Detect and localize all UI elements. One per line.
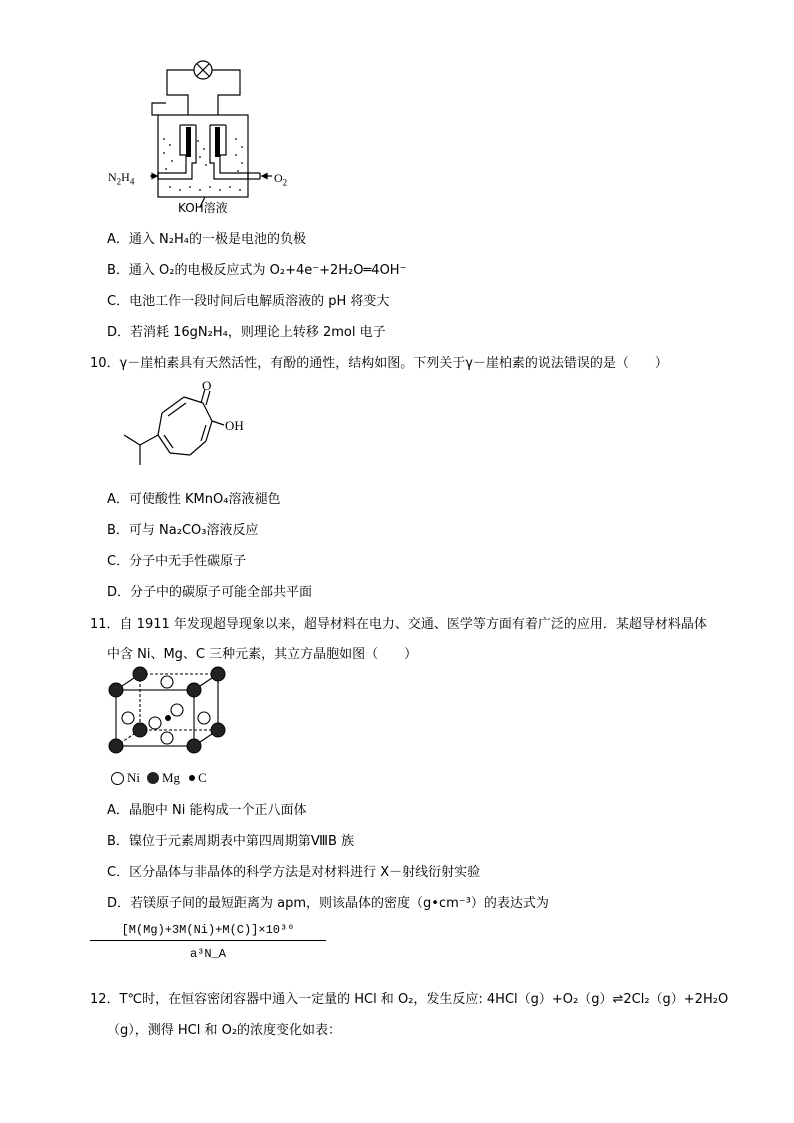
q10-option-a: A．可使酸性 KMnO₄溶液褪色 <box>107 492 281 507</box>
q10-option-c: C．分子中无手性碳原子 <box>107 554 247 569</box>
q9-option-b: B．通入 O₂的电极反应式为 O₂+4e⁻+2H₂O═4OH⁻ <box>107 263 407 278</box>
c-atom <box>165 715 171 721</box>
q9-option-d: D．若消耗 16gN₂H₄，则理论上转移 2mol 电子 <box>107 325 386 340</box>
c-legend-icon <box>189 775 195 781</box>
density-formula <box>90 922 326 961</box>
unit-cell-legend <box>111 770 207 786</box>
thujaplicin-structure <box>100 375 270 485</box>
q10-option-b: B．可与 Na₂CO₃溶液反应 <box>107 523 259 538</box>
q9-option-a: A．通入 N₂H₄的一极是电池的负极 <box>107 232 306 247</box>
formula-denominator: a³N_A <box>189 947 226 961</box>
lamp-icon <box>194 61 212 79</box>
unit-cell-diagram <box>100 666 230 776</box>
carbonyl-o-label: O <box>202 378 212 393</box>
cell-container <box>152 103 248 197</box>
cathode-electrode <box>215 127 220 157</box>
hydroxyl-label: OH <box>225 418 244 433</box>
q10-stem: 10．γ－崖柏素具有天然活性，有酚的通性，结构如图。下列关于γ－崖柏素的说法错误的是（ ） <box>90 356 668 371</box>
q11-option-b: B．镍位于元素周期表中第四周期第ⅧB 族 <box>107 834 355 849</box>
ni-legend-icon <box>111 772 124 785</box>
ni-legend-label: Ni <box>127 770 140 785</box>
q11-option-c: C．区分晶体与非晶体的科学方法是对材料进行 X－射线衍射实验 <box>107 865 481 880</box>
anode-electrode <box>186 127 191 157</box>
q12-stem-line1: 12．T℃时，在恒容密闭容器中通入一定量的 HCl 和 O₂，发生反应: 4HCl（g）+O₂（g）⇌2Cl₂（g）+2H₂O <box>90 992 729 1007</box>
mg-legend-label: Mg <box>162 770 181 785</box>
c-legend-label: C <box>198 770 207 785</box>
q12-stem-line2: （g），测得 HCl 和 O₂的浓度变化如表： <box>107 1023 342 1038</box>
q11-stem-line1: 11．自 1911 年发现超导现象以来，超导材料在电力、交通、医学等方面有着广泛的应用．某超导材料晶体 <box>90 617 707 632</box>
formula-numerator: [M(Mg)+3M(Ni)+M(C)]×10³⁰ <box>90 922 326 941</box>
koh-solution-label: KOH溶液 <box>178 201 228 215</box>
q11-option-a: A．晶胞中 Ni 能构成一个正八面体 <box>107 803 307 818</box>
n2h4-label: $N_2H_4$ <box>108 170 135 187</box>
mg-legend-icon <box>147 772 159 784</box>
q11-stem-line2: 中含 Ni、Mg、C 三种元素，其立方晶胞如图（ ） <box>107 647 418 662</box>
koh-electrolyte <box>163 138 243 191</box>
q11-option-d: D．若镁原子间的最短距离为 apm，则该晶体的密度（g•cm⁻³）的表达式为 <box>107 896 549 911</box>
o2-label: $O_2$ <box>274 171 288 188</box>
q9-option-c: C．电池工作一段时间后电解质溶液的 pH 将变大 <box>107 294 390 309</box>
circuit-wire <box>167 70 240 115</box>
q10-option-d: D．分子中的碳原子可能全部共平面 <box>107 585 313 600</box>
